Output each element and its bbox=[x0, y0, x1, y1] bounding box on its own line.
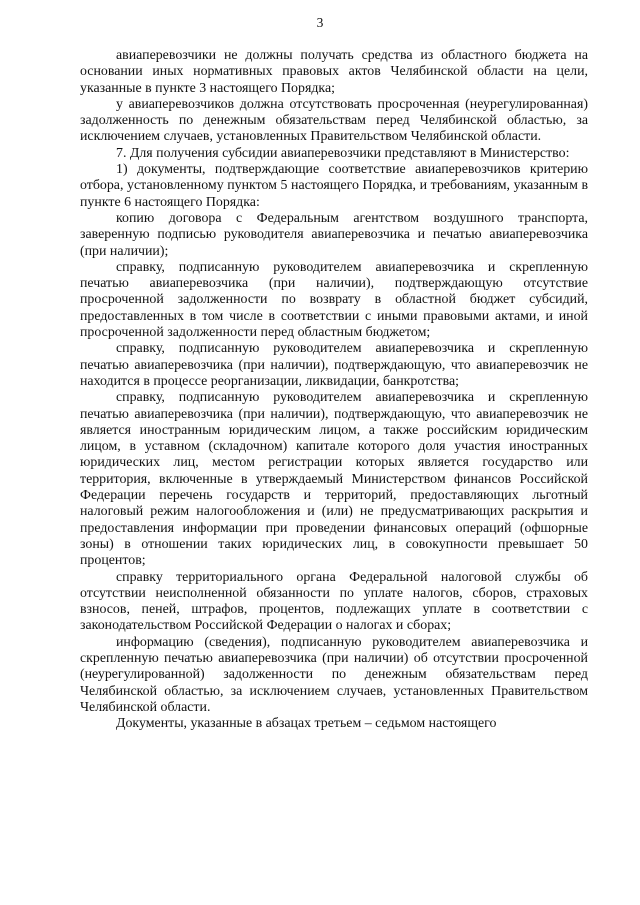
paragraph-contract-copy: копию договора с Федеральным агентством воздушного транспорта, заверенную подписью руководителя авиаперевозчика и печатью авиаперевозчика (при наличии); bbox=[80, 210, 588, 259]
document-body bbox=[80, 48, 588, 732]
paragraph-no-regional-budget-funds: авиаперевозчики не должны получать средства из областного бюджета на основании иных нормативных правовых актов Челябинской области на цели, указанные в пункте 3 настоящего Порядка; bbox=[80, 48, 588, 96]
paragraph-item-7: 7. Для получения субсидии авиаперевозчики представляют в Министерство: bbox=[116, 145, 570, 161]
paragraph-information-no-debt: информацию (сведения), подписанную руководителем авиаперевозчика и скрепленную печатью авиаперевозчика (при наличии) об отсутствии просроченной (неурегулированной) задолженности по денежным обязательствам перед Челябинской областью, за исключением случаев, установленных Правительством Челябинской области. bbox=[80, 634, 588, 715]
page-number: 3 bbox=[316, 15, 324, 30]
paragraph-subitem-1: 1) документы, подтверждающие соответствие авиаперевозчиков критерию отбора, установленному пунктом 5 настоящего Порядка, и требованиям, указанным в пункте 6 настоящего Порядка: bbox=[80, 162, 588, 210]
paragraph-certificate-not-foreign: справку, подписанную руководителем авиаперевозчика и скрепленную печатью авиаперевозчика (при наличии), подтверждающую, что авиаперевозчик не является иностранным юридическим лицом, а также российским юридическим лицом, в уставном (складочном) капитале которого доля участия иностранных юридических лиц, местом регистрации которых является государство или территория, включенные в утверждаемый Министерством финансов Российской Федерации перечень государств и территорий, предоставляющих льготный налоговый режим налогообложения и (или) не предусматривающих раскрытия и предоставления информации при проведении финансовых операций (офшорные зоны) в отношении таких юридических лиц, в совокупности превышает 50 процентов; bbox=[80, 390, 588, 569]
paragraph-certificate-no-liquidation: справку, подписанную руководителем авиаперевозчика и скрепленную печатью авиаперевозчика (при наличии), подтверждающую, что авиаперевозчик не находится в процессе реорганизации, ликвидации, банкротства; bbox=[80, 341, 588, 389]
paragraph-tax-certificate: справку территориального органа Федеральной налоговой службы об отсутствии неисполненной обязанности по уплате налогов, сборов, страховых взносов, пеней, штрафов, процентов, подлежащих уплате в соответствии с законодательством Российской Федерации о налогах и сборах; bbox=[80, 569, 588, 634]
paragraph-documents-continued: Документы, указанные в абзацах третьем – седьмом настоящего bbox=[116, 716, 497, 732]
paragraph-certificate-no-arrears: справку, подписанную руководителем авиаперевозчика и скрепленную печатью авиаперевозчика (при наличии), подтверждающую отсутствие просроченной задолженности по возврату в областной бюджет субсидий, предоставленных в том числе в соответствии с иными правовыми актами, и иной просроченной задолженности перед областным бюджетом; bbox=[80, 259, 588, 341]
paragraph-no-overdue-debt: у авиаперевозчиков должна отсутствовать просроченная (неурегулированная) задолженность по денежным обязательствам перед Челябинской областью, за исключением случаев, установленных Правительством Челябинской области. bbox=[80, 96, 588, 145]
